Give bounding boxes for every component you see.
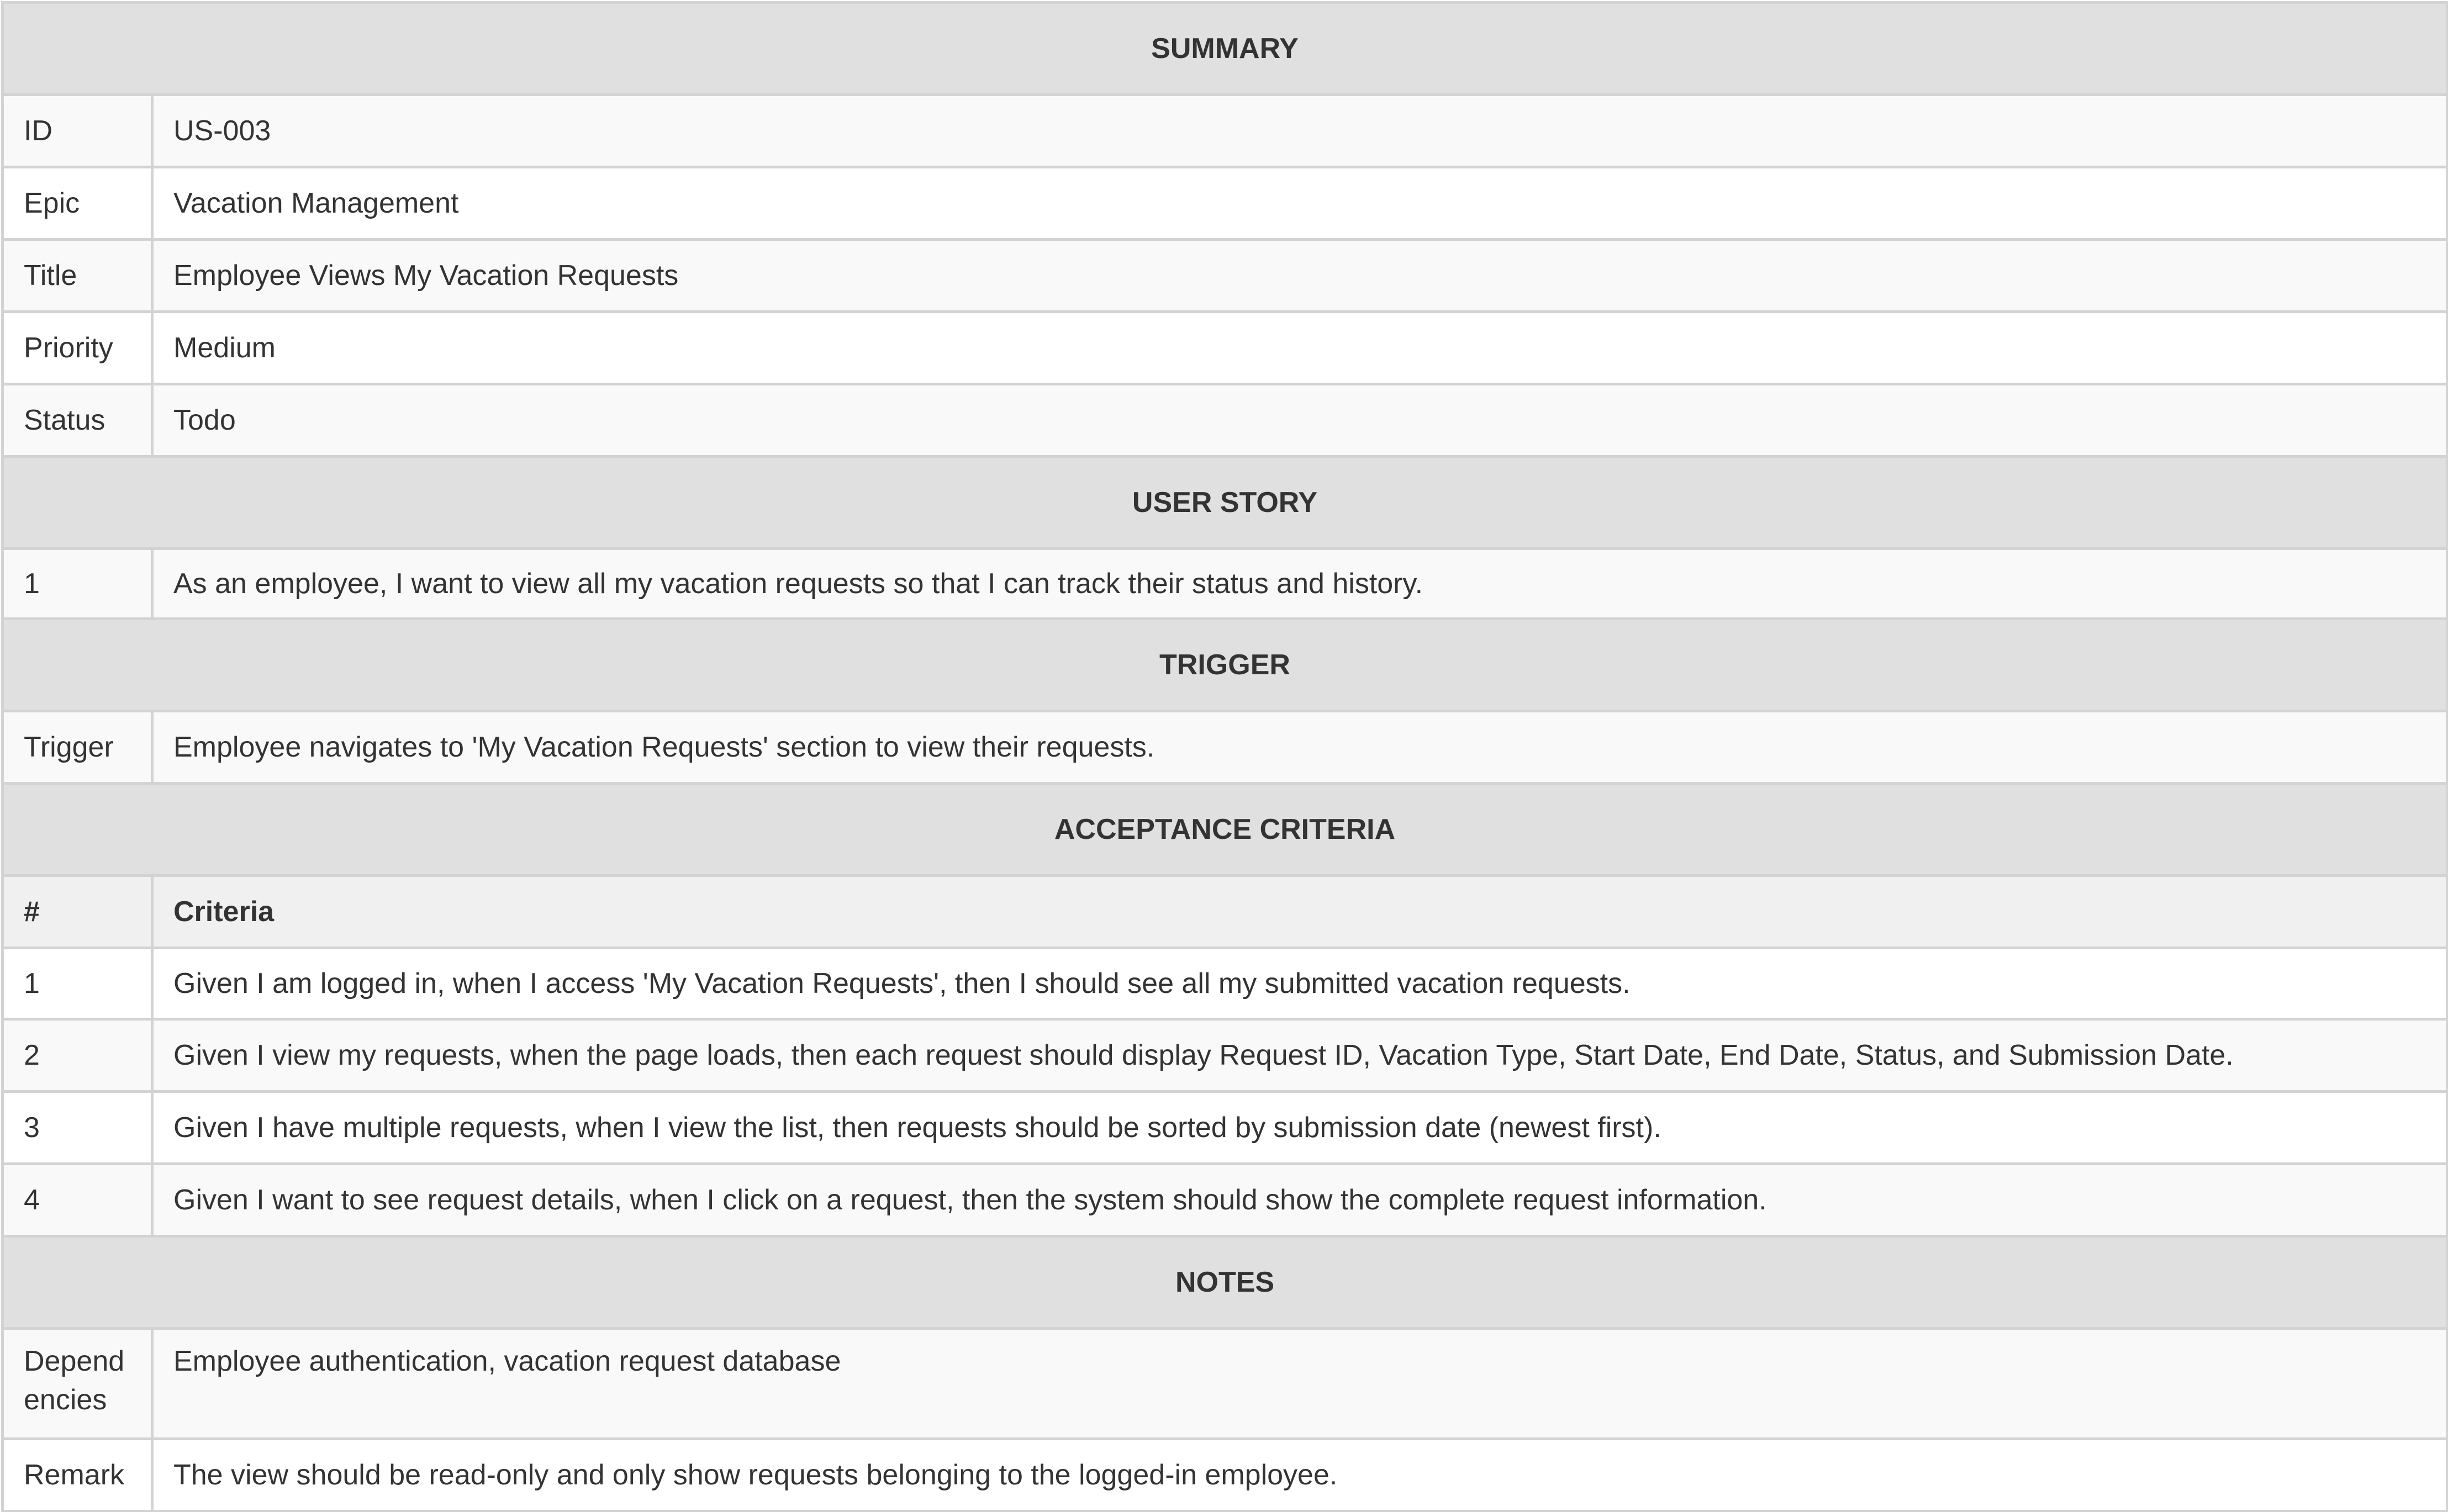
user-story-number: 1 xyxy=(3,549,152,619)
table-row-priority xyxy=(3,312,2447,384)
table-row-dependencies xyxy=(3,1329,2447,1439)
user-story-section-header xyxy=(3,457,2447,549)
table-row-title xyxy=(3,240,2447,312)
table-row-criteria-1 xyxy=(3,948,2447,1019)
table-row-status xyxy=(3,384,2447,457)
status-value: Todo xyxy=(152,384,2447,457)
criteria-number: 2 xyxy=(3,1019,152,1092)
user-story-table xyxy=(1,1,2448,1512)
remark-label: Remark xyxy=(3,1439,152,1511)
table-row-id xyxy=(3,95,2447,167)
summary-header: SUMMARY xyxy=(3,3,2447,95)
priority-value: Medium xyxy=(152,312,2447,384)
priority-label: Priority xyxy=(3,312,152,384)
title-value: Employee Views My Vacation Requests xyxy=(152,240,2447,312)
user-story-text: As an employee, I want to view all my vacation requests so that I can track their status and history. xyxy=(152,549,2447,619)
table-row-remark xyxy=(3,1439,2447,1511)
id-value: US-003 xyxy=(152,95,2447,167)
criteria-column-header-row xyxy=(3,876,2447,948)
criteria-text: Given I have multiple requests, when I view the list, then requests should be sorted by submission date (newest first). xyxy=(152,1092,2447,1164)
user-story-header: USER STORY xyxy=(3,457,2447,549)
notes-header: NOTES xyxy=(3,1236,2447,1329)
remark-value: The view should be read-only and only show requests belonging to the logged-in employee. xyxy=(152,1439,2447,1511)
table-row-criteria-3 xyxy=(3,1092,2447,1164)
notes-section-header xyxy=(3,1236,2447,1329)
trigger-header: TRIGGER xyxy=(3,619,2447,711)
acceptance-header: ACCEPTANCE CRITERIA xyxy=(3,784,2447,876)
criteria-text: Given I view my requests, when the page loads, then each request should display Request ID, Vacation Type, Start Date, End Date, Status, and Submission Date. xyxy=(152,1019,2447,1092)
table-row-epic xyxy=(3,167,2447,240)
table-row-criteria-4 xyxy=(3,1164,2447,1236)
acceptance-section-header xyxy=(3,784,2447,876)
criteria-number: 4 xyxy=(3,1164,152,1236)
epic-label: Epic xyxy=(3,167,152,240)
criteria-number: 1 xyxy=(3,948,152,1019)
trigger-text: Employee navigates to 'My Vacation Requests' section to view their requests. xyxy=(152,711,2447,784)
dependencies-label: Dependencies xyxy=(3,1329,152,1439)
criteria-number: 3 xyxy=(3,1092,152,1164)
summary-section-header xyxy=(3,3,2447,95)
trigger-label: Trigger xyxy=(3,711,152,784)
status-label: Status xyxy=(3,384,152,457)
trigger-section-header xyxy=(3,619,2447,711)
criteria-column-header: Criteria xyxy=(152,876,2447,948)
criteria-text: Given I want to see request details, when I click on a request, then the system should show the complete request information. xyxy=(152,1164,2447,1236)
id-label: ID xyxy=(3,95,152,167)
table-row-user-story xyxy=(3,549,2447,619)
dependencies-value: Employee authentication, vacation request database xyxy=(152,1329,2447,1439)
title-label: Title xyxy=(3,240,152,312)
table-row-trigger xyxy=(3,711,2447,784)
epic-value: Vacation Management xyxy=(152,167,2447,240)
criteria-number-column-header: # xyxy=(3,876,152,948)
criteria-text: Given I am logged in, when I access 'My Vacation Requests', then I should see all my submitted vacation requests. xyxy=(152,948,2447,1019)
table-row-criteria-2 xyxy=(3,1019,2447,1092)
